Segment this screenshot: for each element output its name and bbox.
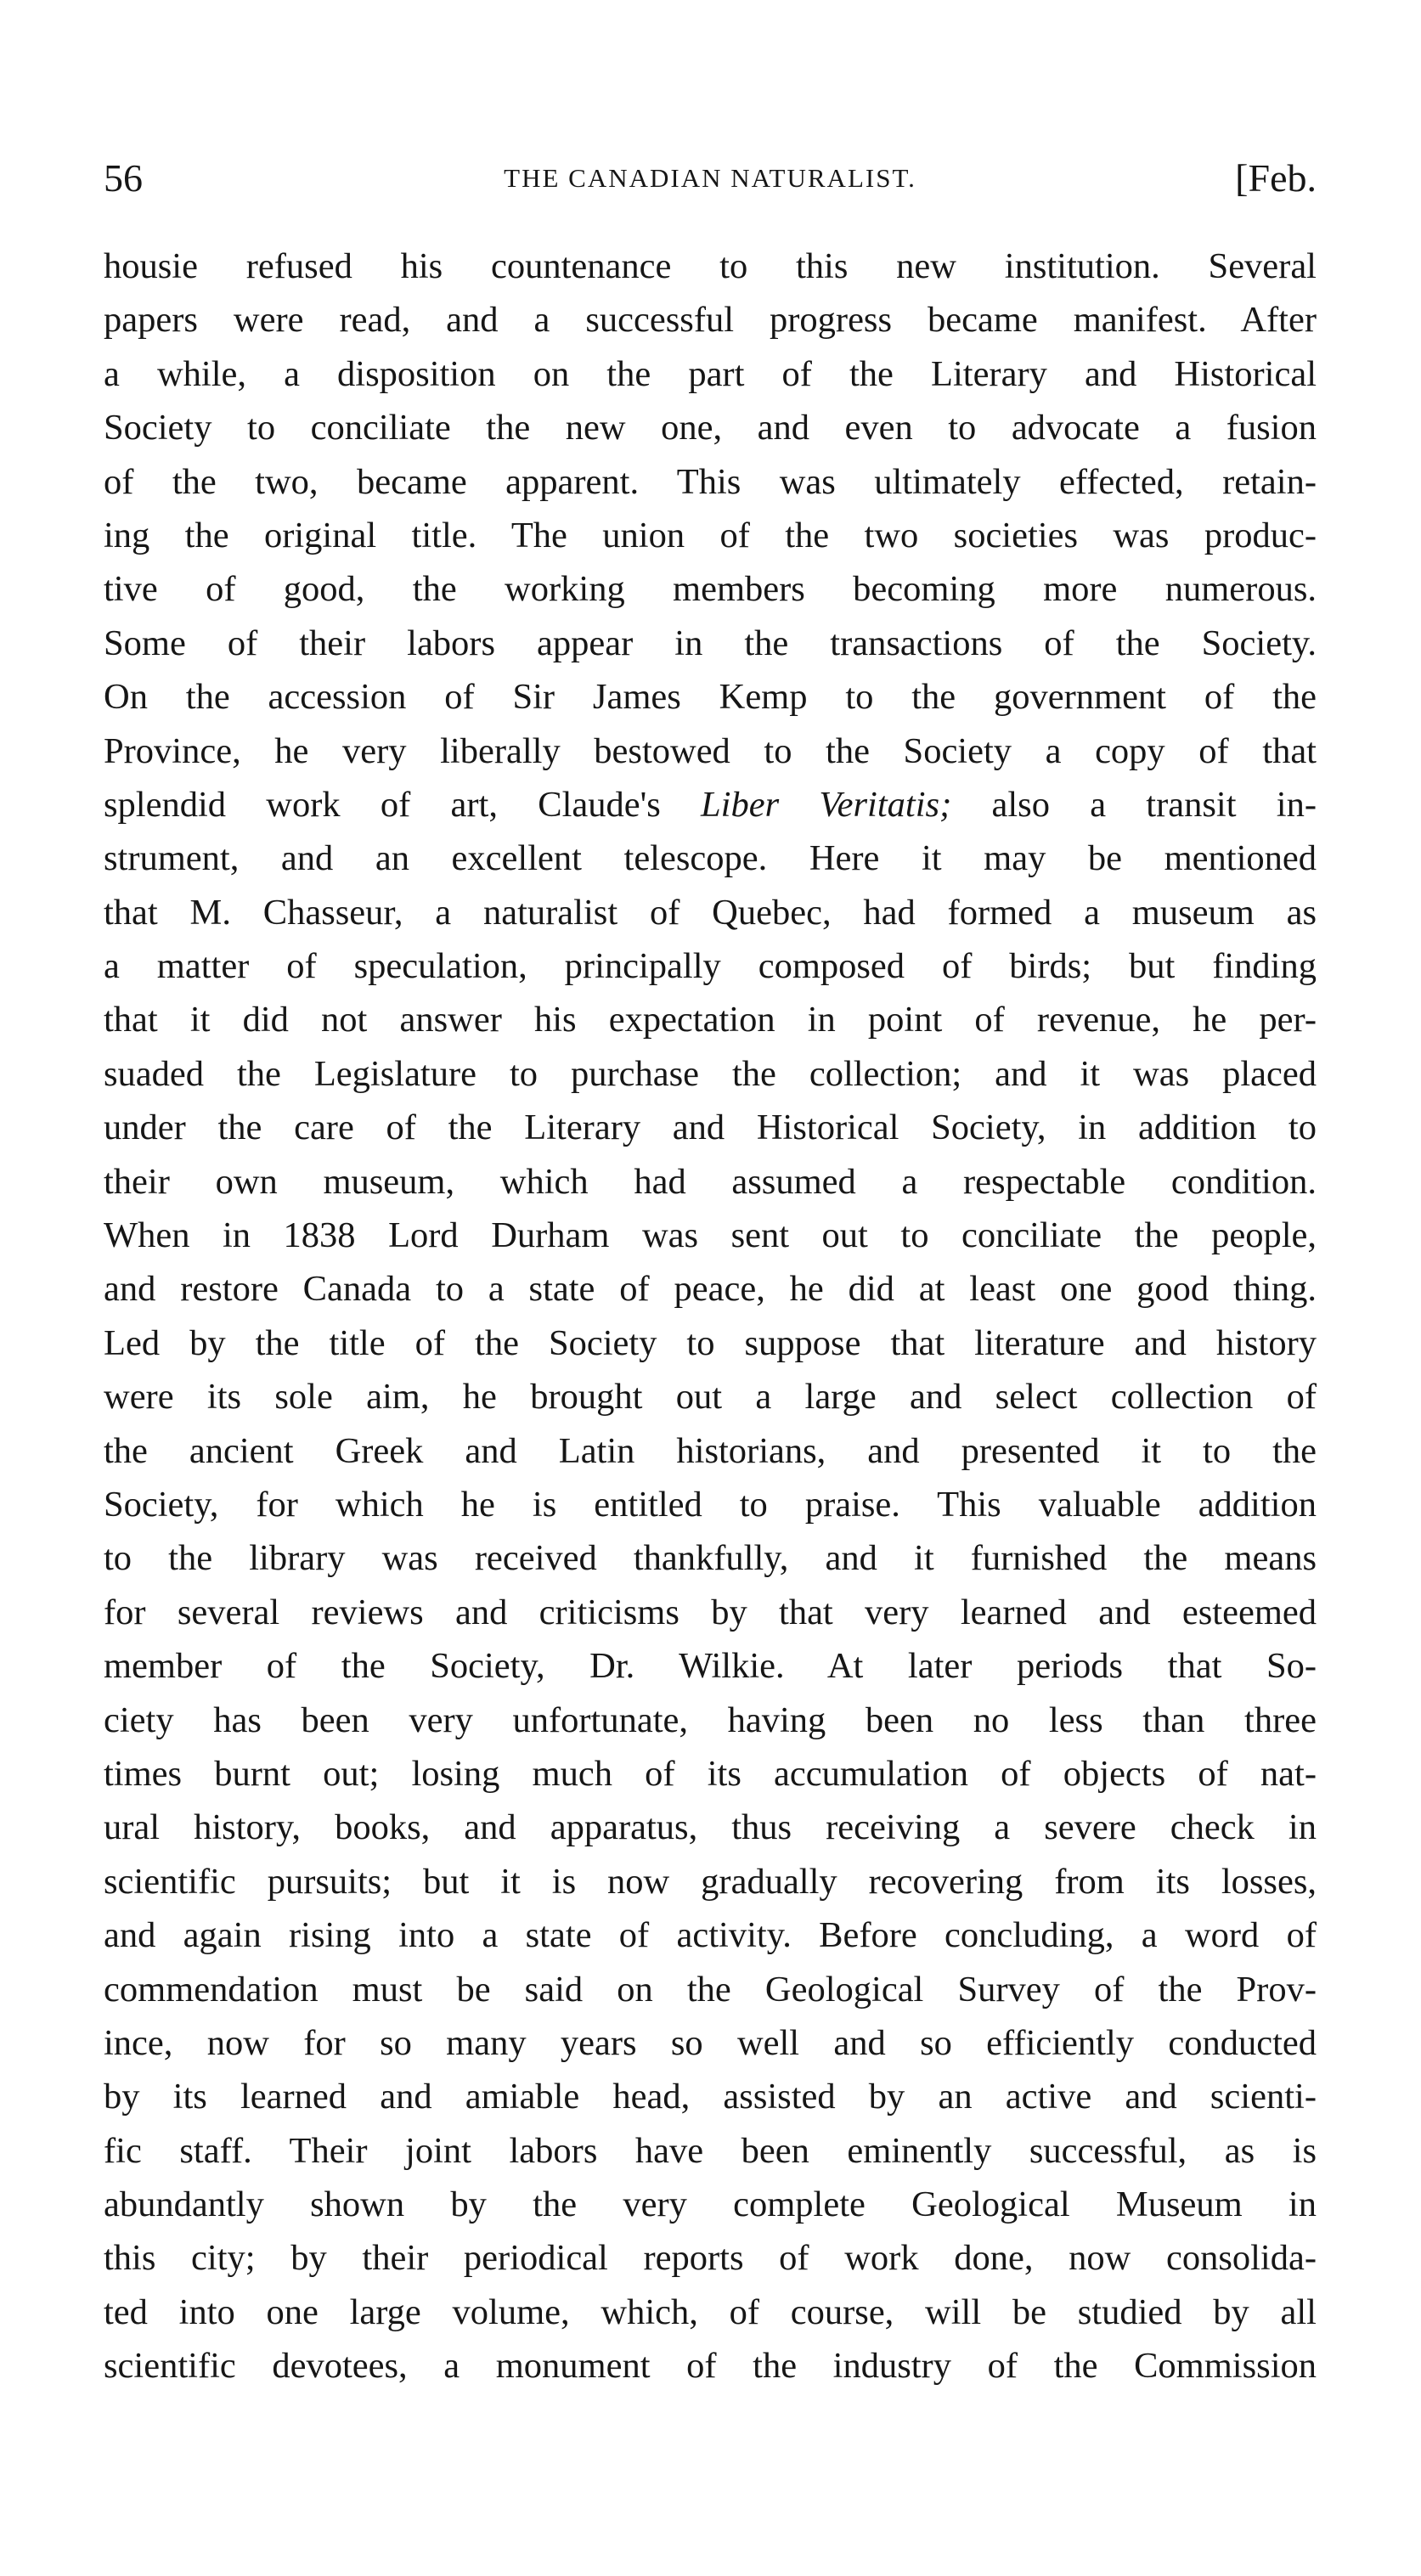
text-line-segment: of the two, became apparent. This was ultimately effected, retain- bbox=[104, 461, 1317, 502]
text-line bbox=[104, 1478, 1317, 1531]
text-line-segment: to the library was received thankfully, and it furnished the means bbox=[104, 1538, 1317, 1579]
text-line-segment: a while, a disposition on the part of the Literary and Historical bbox=[104, 353, 1317, 394]
text-line bbox=[104, 1155, 1317, 1209]
text-line-segment: for several reviews and criticisms by that very learned and esteemed bbox=[104, 1592, 1317, 1632]
text-line bbox=[104, 993, 1317, 1046]
text-line-segment: ing the original title. The union of the two societies was produc- bbox=[104, 515, 1317, 555]
text-line-segment: that it did not answer his expectation in point of revenue, he per- bbox=[104, 1000, 1317, 1040]
text-line-segment: housie refused his countenance to this new institution. Several bbox=[104, 246, 1317, 286]
text-line bbox=[104, 1316, 1317, 1370]
text-line bbox=[104, 1639, 1317, 1693]
text-line bbox=[104, 778, 1317, 831]
text-line-segment: and again rising into a state of activity. Before concluding, a word of bbox=[104, 1915, 1317, 1956]
text-line bbox=[104, 1908, 1317, 1962]
text-line bbox=[104, 2070, 1317, 2123]
text-line bbox=[104, 1209, 1317, 1262]
text-line bbox=[104, 724, 1317, 778]
text-line-segment: this city; by their periodical reports of work done, now consolida- bbox=[104, 2238, 1317, 2279]
text-line-segment: abundantly shown by the very complete Geological Museum in bbox=[104, 2184, 1317, 2225]
issue-month: [Feb. bbox=[1235, 156, 1317, 200]
text-line bbox=[104, 455, 1317, 509]
text-line bbox=[104, 509, 1317, 562]
text-line-segment: On the accession of Sir James Kemp to the government of the bbox=[104, 677, 1317, 718]
text-line bbox=[104, 1855, 1317, 1908]
text-line bbox=[104, 1747, 1317, 1801]
text-line bbox=[104, 240, 1317, 293]
text-line-segment: a matter of speculation, principally composed of birds; but finding bbox=[104, 946, 1317, 987]
text-line bbox=[104, 2339, 1317, 2393]
text-line-segment: commendation must be said on the Geological Survey of the Prov- bbox=[104, 1969, 1317, 2010]
text-line-segment: ince, now for so many years so well and so efficiently conducted bbox=[104, 2022, 1317, 2063]
text-line-segment: under the care of the Literary and Historical Society, in addition to bbox=[104, 1108, 1317, 1148]
text-line-segment: suaded the Legislature to purchase the collection; and it was placed bbox=[104, 1053, 1317, 1094]
text-line-segment: the ancient Greek and Latin historians, and presented it to the bbox=[104, 1430, 1317, 1471]
text-line bbox=[104, 347, 1317, 401]
text-line bbox=[104, 401, 1317, 454]
text-line bbox=[104, 939, 1317, 993]
text-line bbox=[104, 1262, 1317, 1316]
text-line-segment: and restore Canada to a state of peace, he did at least one good thing. bbox=[104, 1269, 1317, 1310]
text-line-segment: papers were read, and a successful progress became manifest. After bbox=[104, 300, 1317, 341]
text-line bbox=[104, 886, 1317, 939]
text-line bbox=[104, 1531, 1317, 1585]
text-line bbox=[104, 831, 1317, 885]
text-line-segment: strument, and an excellent telescope. Here it may be mentioned bbox=[104, 838, 1317, 879]
body-text bbox=[104, 240, 1317, 2393]
text-line bbox=[104, 2178, 1317, 2231]
text-line-segment: by its learned and amiable head, assisted by an active and scienti- bbox=[104, 2077, 1317, 2117]
text-line-segment: were its sole aim, he brought out a large and select collection of bbox=[104, 1377, 1317, 1418]
text-line bbox=[104, 617, 1317, 670]
journal-title: THE CANADIAN NATURALIST. bbox=[504, 163, 916, 193]
text-line-segment: Society, for which he is entitled to praise. This valuable addition bbox=[104, 1484, 1317, 1525]
text-line bbox=[104, 1801, 1317, 1854]
text-line bbox=[104, 1370, 1317, 1423]
text-line-segment: times burnt out; losing much of its accumulation of objects of nat- bbox=[104, 1753, 1317, 1794]
text-line bbox=[104, 1586, 1317, 1639]
text-line-segment: splendid work of art, Claude's bbox=[104, 784, 702, 825]
text-line bbox=[104, 293, 1317, 347]
italic-title: Liber Veritatis; bbox=[701, 784, 952, 825]
text-line-segment: Province, he very liberally bestowed to the Society a copy of that bbox=[104, 730, 1317, 771]
text-line-segment: that M. Chasseur, a naturalist of Quebec, had formed a museum as bbox=[104, 892, 1317, 933]
text-line bbox=[104, 2231, 1317, 2285]
text-line-segment: scientific pursuits; but it is now gradually recovering from its losses, bbox=[104, 1861, 1317, 1902]
text-line-segment: ural history, books, and apparatus, thus receiving a severe check in bbox=[104, 1807, 1317, 1848]
text-line-segment: Society to conciliate the new one, and even to advocate a fusion bbox=[104, 408, 1317, 448]
text-line-segment: their own museum, which had assumed a respectable condition. bbox=[104, 1161, 1317, 1202]
text-line-segment: member of the Society, Dr. Wilkie. At later periods that So- bbox=[104, 1646, 1317, 1687]
text-line bbox=[104, 562, 1317, 616]
running-head bbox=[104, 151, 1317, 206]
text-line bbox=[104, 1047, 1317, 1101]
text-line bbox=[104, 1694, 1317, 1747]
text-line-segment: scientific devotees, a monument of the industry of the Commission bbox=[104, 2346, 1317, 2387]
text-line-segment: also a transit in- bbox=[951, 784, 1317, 825]
text-line-segment: ted into one large volume, which, of course, will be studied by all bbox=[104, 2291, 1317, 2332]
text-line bbox=[104, 1101, 1317, 1154]
text-line bbox=[104, 1424, 1317, 1478]
text-line bbox=[104, 2286, 1317, 2339]
text-line-segment: tive of good, the working members becoming more numerous. bbox=[104, 569, 1317, 610]
text-line-segment: ciety has been very unfortunate, having been no less than three bbox=[104, 1699, 1317, 1740]
text-line-segment: When in 1838 Lord Durham was sent out to conciliate the people, bbox=[104, 1215, 1317, 1256]
text-line bbox=[104, 2124, 1317, 2178]
page-number: 56 bbox=[104, 156, 143, 200]
text-line-segment: Led by the title of the Society to suppose that literature and history bbox=[104, 1322, 1317, 1363]
text-line bbox=[104, 1963, 1317, 2016]
text-line-segment: fic staff. Their joint labors have been eminently successful, as is bbox=[104, 2130, 1317, 2171]
text-line bbox=[104, 2016, 1317, 2070]
text-line-segment: Some of their labors appear in the transactions of the Society. bbox=[104, 623, 1317, 663]
text-line bbox=[104, 670, 1317, 724]
